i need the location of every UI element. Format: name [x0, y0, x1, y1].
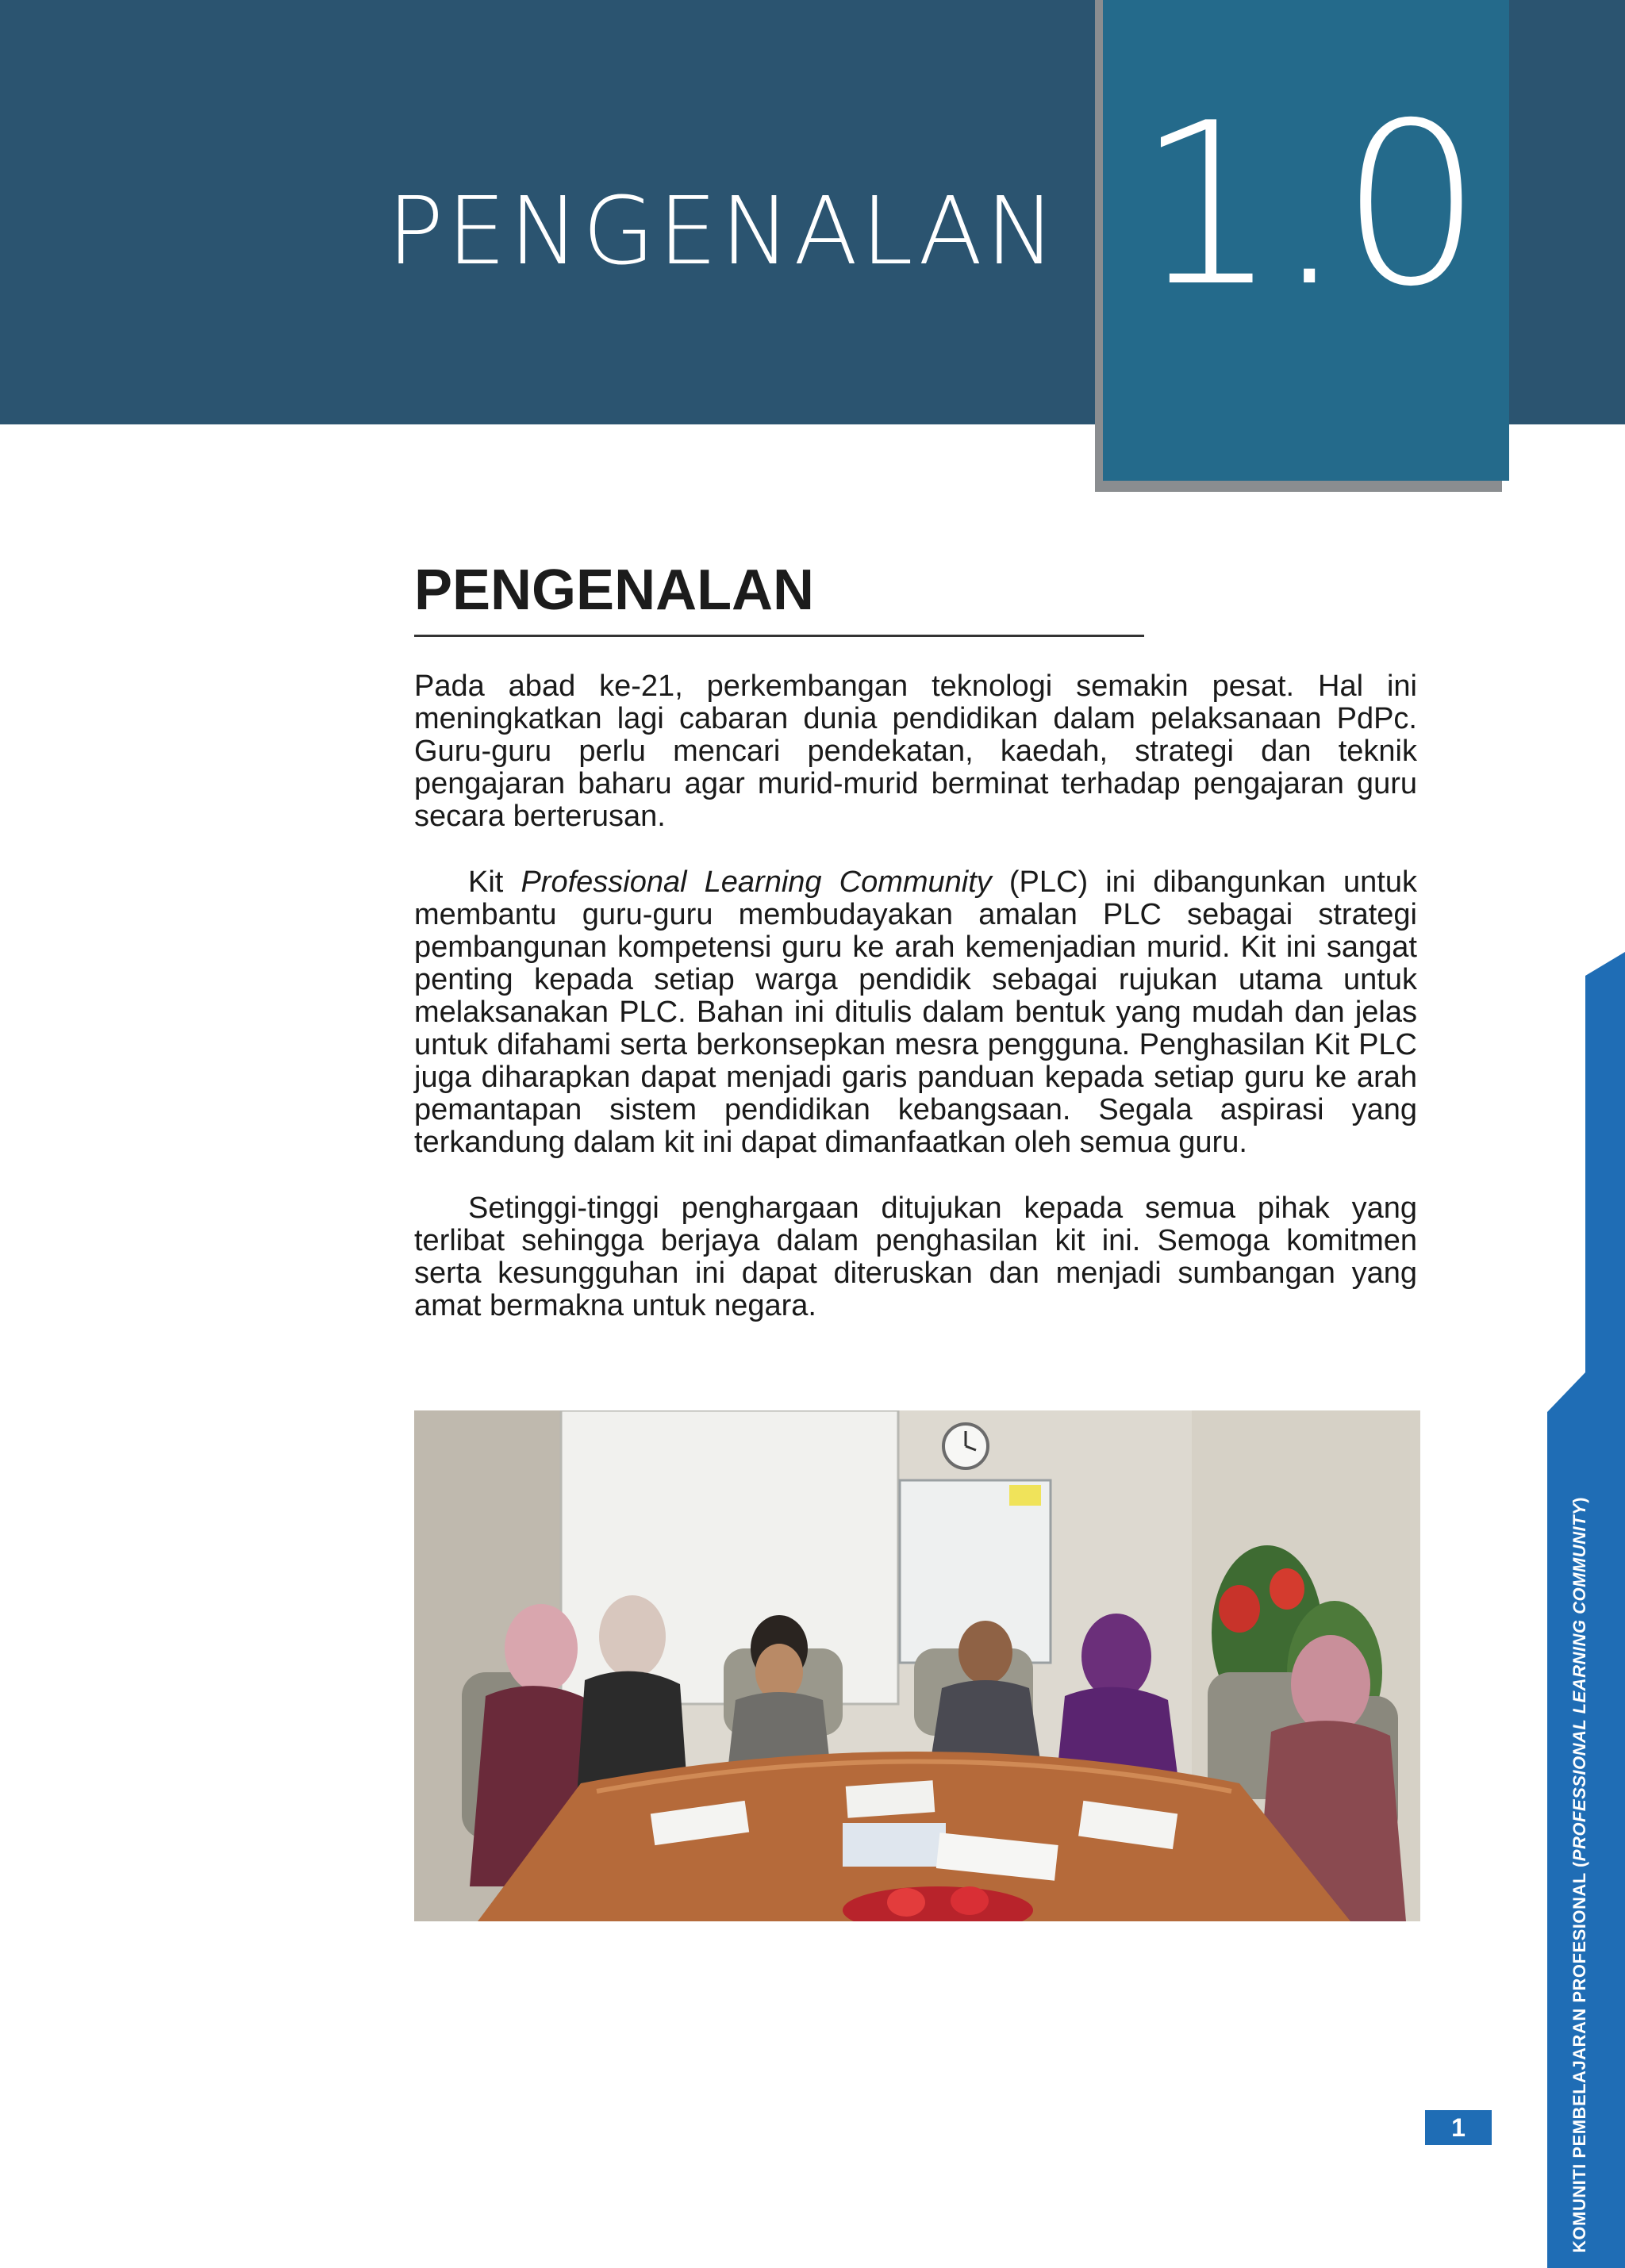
paragraph-2 — [414, 866, 1417, 1159]
meeting-photo — [414, 1410, 1420, 1921]
paragraph-2-italic: Professional Learning Community — [521, 865, 992, 899]
body-text — [414, 670, 1417, 1356]
paragraph-1: Pada abad ke-21, perkembangan teknologi semakin pesat. Hal ini meningkatkan lagi cabaran dunia pendidikan dalam pelaksanaan PdPc. Guru-guru perlu mencari pendekatan, kaedah, strategi dan teknik pengajaran baharu agar murid-murid berminat terhadap pengajaran guru secara berterusan. — [414, 670, 1417, 833]
side-tab-text-italic: PROFESSIONAL LEARNING COMMUNITY — [1569, 1502, 1589, 1862]
paragraph-2-rest: (PLC) ini dibangunkan untuk membantu guru-guru membudayakan amalan PLC sebagai strategi pembangunan kompetensi guru ke arah kemenjadian murid. Kit ini sangat penting kepada setiap warga pendidik sebagai rujukan utama untuk melaksanakan PLC. Bahan ini ditulis dalam bentuk yang mudah dan jelas untuk difahami serta berkonsepkan mesra pengguna. Penghasilan Kit PLC juga diharapkan dapat menjadi garis panduan kepada setiap guru ke arah pemantapan sistem pendidikan kebangsaan. Segala aspirasi yang terkandung dalam kit ini dapat dimanfaatkan oleh semua guru. — [414, 865, 1417, 1159]
paragraph-2-prefix: Kit — [468, 865, 521, 899]
side-tab-text-suffix: ) — [1569, 1496, 1589, 1503]
page-number: 1 — [1425, 2110, 1492, 2145]
heading-underline — [414, 635, 1144, 637]
side-tab-text — [1569, 1497, 1590, 2253]
paragraph-3: Setinggi-tinggi penghargaan ditujukan kepada semua pihak yang terlibat sehingga berjaya dalam penghasilan kit ini. Semoga komitmen serta kesungguhan ini dapat diteruskan dan menjadi sumbangan yang amat bermakna untuk negara. — [414, 1192, 1417, 1322]
chapter-title: PENGENALAN — [387, 176, 1059, 286]
chapter-number: 1.0 — [1136, 75, 1478, 336]
side-tab-text-prefix: KOMUNITI PEMBELAJARAN PROFESIONAL ( — [1569, 1861, 1589, 2253]
section-heading: PENGENALAN — [414, 558, 815, 622]
